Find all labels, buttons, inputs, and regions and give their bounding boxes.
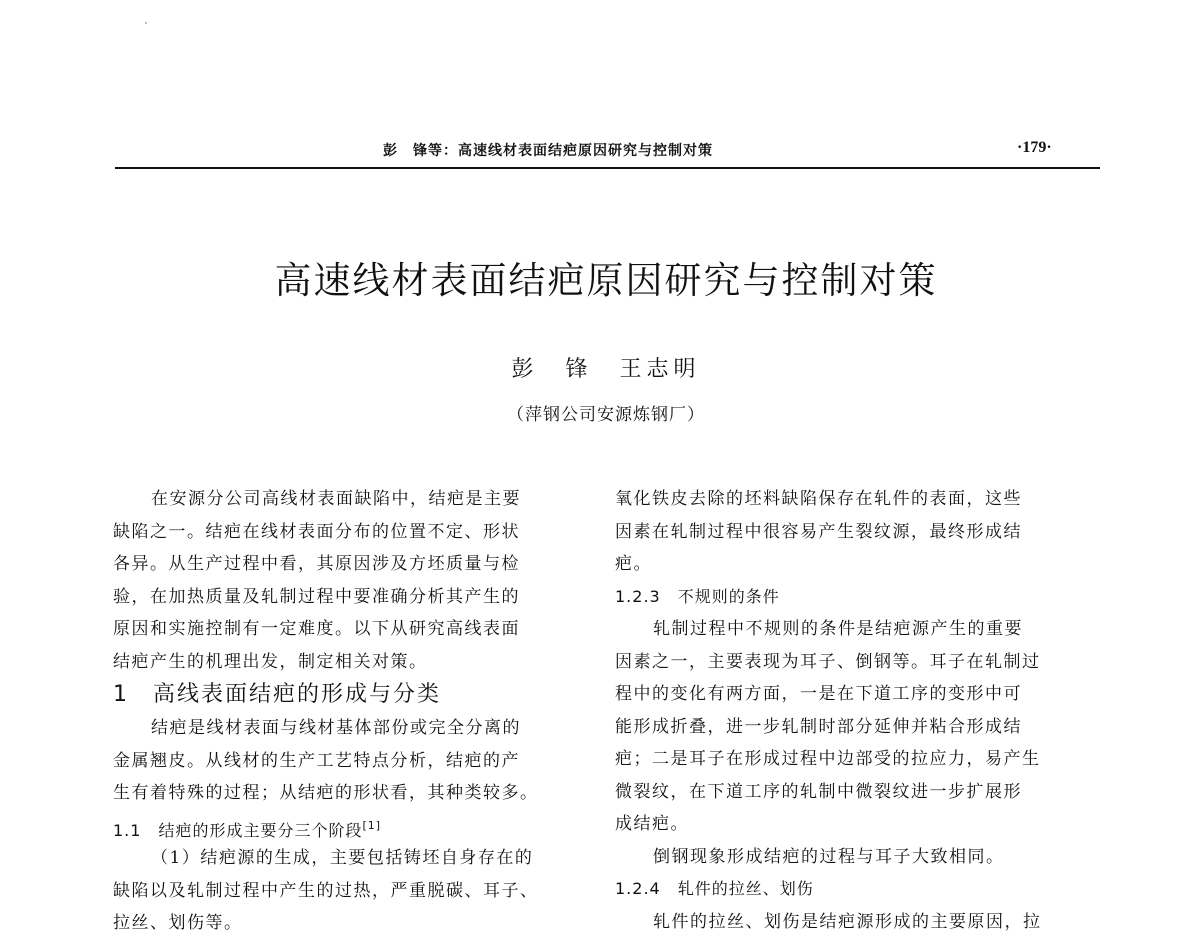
body-line: 因素在轧制过程中很容易产生裂纹源，最终形成结 <box>615 521 1022 542</box>
body-line: 各异。从生产过程中看，其原因涉及方坯质量与检 <box>113 554 520 574</box>
page-number: ·179· <box>1017 139 1052 156</box>
body-line: 拉丝、划伤等。 <box>113 913 243 933</box>
body-line: 缺陷之一。结疤在线材表面分布的位置不定、形状 <box>113 521 520 542</box>
body-line: 生有着特殊的过程；从结疤的形状看，其种类较多。 <box>113 783 539 803</box>
body-line: 程中的变化有两方面，一是在下道工序的变形中可 <box>615 684 1022 704</box>
left-column <box>113 483 593 940</box>
subsection-heading-1-2-4: 1.2.4 轧件的拉丝、划伤 <box>615 879 814 898</box>
paper-title: 高速线材表面结疤原因研究与控制对策 <box>274 259 938 302</box>
body-line: （1）结疤源的生成，主要包括铸坯自身存在的 <box>151 848 534 868</box>
subsection-heading-1-1 <box>113 810 593 843</box>
body-line: 缺陷以及轧制过程中产生的过热，严重脱碳、耳子、 <box>113 880 539 901</box>
citation-ref: [1] <box>362 818 382 832</box>
body-line: 原因和实施控制有一定难度。以下从研究高线表面 <box>113 619 520 639</box>
body-line: 疤。 <box>615 554 652 574</box>
subsection-heading-1-2-3: 1.2.3 不规则的条件 <box>615 586 780 606</box>
body-line: 成结疤。 <box>615 814 689 834</box>
body-line: 结疤产生的机理出发，制定相关对策。 <box>113 651 428 672</box>
header-rule <box>115 167 1100 169</box>
running-title: 彭 锋等：高速线材表面结疤原因研究与控制对策 <box>383 143 713 159</box>
body-line: 验，在加热质量及轧制过程中要准确分析其产生的 <box>113 586 520 607</box>
author-affiliation: （萍钢公司安源炼钢厂） <box>507 405 705 425</box>
body-line: 轧制过程中不规则的条件是结疤源产生的重要 <box>653 619 1023 639</box>
scan-speck <box>145 22 147 24</box>
body-line: 在安源分公司高线材表面缺陷中，结疤是主要 <box>151 489 521 509</box>
subsection-heading-text: 1.1 结疤的形成主要分三个阶段 <box>113 820 363 840</box>
body-line: 倒钢现象形成结疤的过程与耳子大致相同。 <box>653 846 1005 867</box>
body-line: 能形成折叠，进一步轧制时部分延伸并粘合形成结 <box>615 716 1022 737</box>
right-column <box>615 483 1095 938</box>
body-line: 氧化铁皮去除的坯料缺陷保存在轧件的表面，这些 <box>615 489 1022 509</box>
body-line: 微裂纹，在下道工序的轧制中微裂纹进一步扩展形 <box>615 781 1022 802</box>
body-line: 金属翘皮。从线材的生产工艺特点分析，结疤的产 <box>113 750 520 771</box>
body-line: 轧件的拉丝、划伤是结疤源形成的主要原因，拉 <box>653 911 1042 932</box>
body-line: 因素之一，主要表现为耳子、倒钢等。耳子在轧制过 <box>615 651 1041 672</box>
section-heading-1: 1 高线表面结疤的形成与分类 <box>113 682 441 707</box>
running-header <box>115 134 1115 168</box>
body-line: 结疤是线材表面与线材基体部份或完全分离的 <box>151 718 521 738</box>
paper-authors: 彭 锋 王志明 <box>511 357 701 382</box>
body-line: 疤；二是耳子在形成过程中边部受的拉应力，易产生 <box>615 749 1041 769</box>
